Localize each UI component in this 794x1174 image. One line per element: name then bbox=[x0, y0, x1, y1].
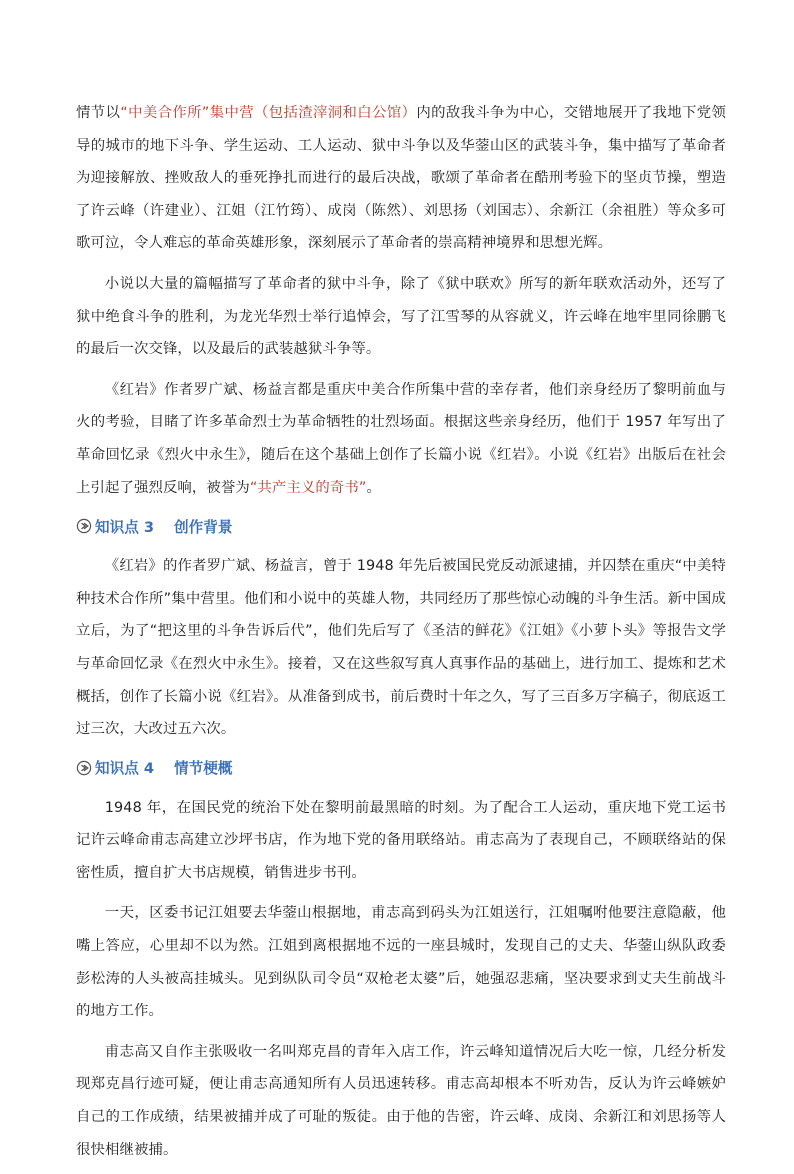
section-title: 情节梗概 bbox=[174, 760, 233, 778]
paragraph-background: 《红岩》的作者罗广斌、杨益言，曾于 1948 年先后被国民党反动派逮捕，并囚禁在重庆“中美特种技术合作所”集中营里。他们和小说中的英雄人物，共同经历了那些惊心动魄的斗争生活。新中国成立后，为了“把这里的斗争告诉后代”，他们先后写了《圣洁的鲜花》《江姐》《小萝卜头》等报告文学与革命回忆录《在烈火中永生》。接着，又在这些叙写真人真事作品的基础上，进行加工、提炼和艺术概括，创作了长篇小说《红岩》。从准备到成书，前后费时十年之久，写了三百多万字稿子，彻底返工过三次，大改过五六次。 bbox=[76, 558, 726, 738]
paragraph-text: 情节以 bbox=[76, 105, 121, 121]
section-label: 知识点 3 bbox=[95, 518, 155, 536]
paragraph-authors bbox=[76, 374, 726, 504]
paragraph-text: 《红岩》作者罗广斌、杨益言都是重庆中美合作所集中营的幸存者，他们亲身经历了黎明前血与火的考验，目睹了许多革命烈士为革命牺牲的壮烈场面。根据这些亲身经历，他们于 1957 年写出了革命回忆录《烈火中永生》，随后在这个基础上创作了长篇小说《红岩》。小说《红岩》出版后在社会上引起了强烈反响，被誉为 bbox=[76, 381, 726, 496]
circled-arrow-icon bbox=[76, 518, 92, 534]
document-body bbox=[76, 97, 726, 1174]
paragraph-synopsis-1: 1948 年，在国民党的统治下处在黎明前最黑暗的时刻。为了配合工人运动，重庆地下党工运书记许云峰命甫志高建立沙坪书店，作为地下党的备用联络站。甫志高为了表现自己，不顾联络站的保密性质，擅自扩大书店规模，销售进步书刊。 bbox=[76, 799, 726, 881]
paragraph-text: 内的敌我斗争为中心，交错地展开了我地下党领导的城市的地下斗争、学生运动、工人运动、狱中斗争以及华蓥山区的武装斗争，集中描写了革命者为迎接解放、挫败敌人的垂死挣扎而进行的最后决战，歌颂了革命者在酷刑考验下的坚贞节操，塑造了许云峰（许建业）、江姐（江竹筠）、成岗（陈然）、刘思扬（刘国志）、余新江（余祖胜）等众多可歌可泣，令人难忘的革命英雄形象，深刻展示了革命者的崇高精神境界和思想光辉。 bbox=[76, 105, 726, 252]
highlight-location: “中美合作所”集中营（包括渣滓洞和白公馆） bbox=[120, 105, 417, 121]
highlight-quote: “共产主义的奇书” bbox=[249, 479, 367, 496]
section-heading-3 bbox=[76, 512, 726, 540]
section-title: 创作背景 bbox=[174, 518, 233, 536]
section-heading-4 bbox=[76, 754, 726, 782]
paragraph-plot-overview bbox=[76, 97, 726, 260]
section-label: 知识点 4 bbox=[95, 760, 155, 778]
paragraph-prison-struggle: 小说以大量的篇幅描写了革命者的狱中斗争，除了《狱中联欢》所写的新年联欢活动外，还写了狱中绝食斗争的胜利，为龙光华烈士举行追悼会，写了江雪琴的从容就义，许云峰在地牢里同徐鹏飞的最后一次交锋，以及最后的武装越狱斗争等。 bbox=[76, 275, 726, 358]
paragraph-synopsis-3: 甫志高又自作主张吸收一名叫郑克昌的青年入店工作，许云峰知道情况后大吃一惊，几经分析发现郑克昌行迹可疑，便让甫志高通知所有人员迅速转移。甫志高却根本不听劝告，反认为许云峰嫉妒自己的工作成绩，结果被捕并成了可耻的叛徒。由于他的告密，许云峰、成岗、余新江和刘思扬等人很快相继被捕。 bbox=[76, 1043, 726, 1158]
paragraph-text: 。 bbox=[366, 479, 381, 496]
circled-arrow-icon bbox=[76, 760, 92, 776]
paragraph-synopsis-2: 一天，区委书记江姐要去华蓥山根据地，甫志高到码头为江姐送行，江姐嘱咐他要注意隐蔽，他嘴上答应，心里却不以为然。江姐到离根据地不远的一座县城时，发现自己的丈夫、华蓥山纵队政委彭松涛的人头被高挂城头。见到纵队司令员“双枪老太婆”后，她强忍悲痛，坚决要求到丈夫生前战斗的地方工作。 bbox=[76, 905, 726, 1020]
